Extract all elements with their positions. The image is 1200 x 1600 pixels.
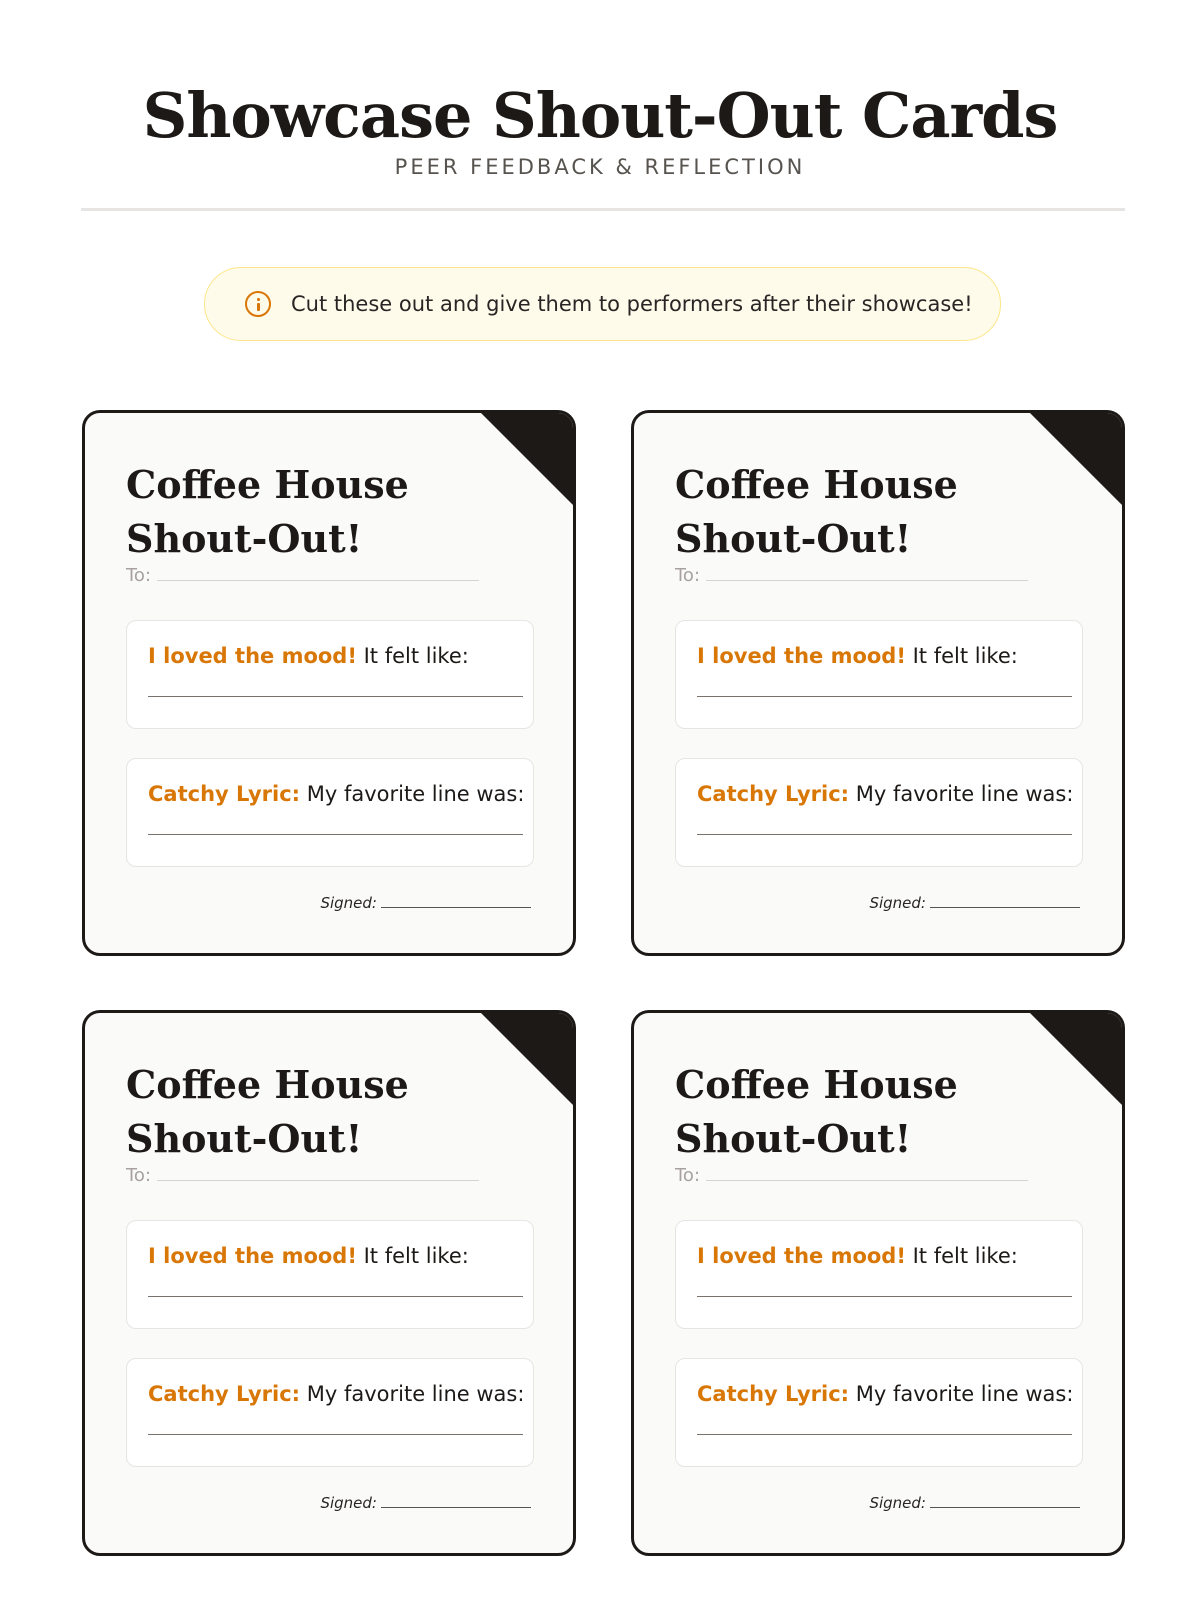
- recipient-label: To:: [675, 1165, 701, 1186]
- recipient-line: [675, 565, 1028, 586]
- recipient-label: To:: [126, 1165, 152, 1186]
- header-divider: [81, 208, 1125, 211]
- recipient-blank: [706, 1169, 1028, 1181]
- shout-out-card: [631, 1010, 1125, 1556]
- page-subtitle: PEER FEEDBACK & REFLECTION: [394, 155, 806, 179]
- shout-out-card: [82, 410, 576, 956]
- card-title: Coffee House Shout-Out!: [126, 462, 409, 561]
- lyric-prompt-box: [126, 1358, 534, 1467]
- mood-answer-blank: [697, 1296, 1072, 1297]
- signature-blank: [930, 898, 1080, 908]
- signature-label: Signed:: [320, 1494, 377, 1512]
- recipient-line: [126, 565, 479, 586]
- signature-blank: [381, 1498, 531, 1508]
- signature-line: [320, 894, 531, 912]
- signature-blank: [381, 898, 531, 908]
- recipient-line: [126, 1165, 479, 1186]
- mood-prompt-box: [675, 1220, 1083, 1329]
- signature-label: Signed:: [869, 1494, 926, 1512]
- signature-blank: [930, 1498, 1080, 1508]
- recipient-line: [675, 1165, 1028, 1186]
- lyric-prompt-highlight: Catchy Lyric:: [697, 782, 850, 806]
- mood-prompt-highlight: I loved the mood!: [697, 1244, 906, 1268]
- mood-answer-blank: [148, 1296, 523, 1297]
- signature-line: [869, 1494, 1080, 1512]
- info-icon: [245, 291, 271, 317]
- lyric-answer-blank: [697, 834, 1072, 835]
- mood-prompt-text: It felt like:: [356, 644, 469, 668]
- shout-out-card: [82, 1010, 576, 1556]
- lyric-prompt-box: [675, 758, 1083, 867]
- recipient-blank: [157, 569, 479, 581]
- recipient-label: To:: [126, 565, 152, 586]
- lyric-prompt-highlight: Catchy Lyric:: [148, 782, 301, 806]
- mood-prompt-text: It felt like:: [905, 1244, 1018, 1268]
- lyric-prompt-highlight: Catchy Lyric:: [697, 1382, 850, 1406]
- mood-prompt-box: [126, 1220, 534, 1329]
- page-title: Showcase Shout-Out Cards: [142, 79, 1058, 152]
- shout-out-card: [631, 410, 1125, 956]
- mood-prompt-box: [126, 620, 534, 729]
- lyric-answer-blank: [148, 834, 523, 835]
- signature-label: Signed:: [320, 894, 377, 912]
- card-title: Coffee House Shout-Out!: [675, 462, 958, 561]
- recipient-blank: [157, 1169, 479, 1181]
- instruction-text: Cut these out and give them to performers after their showcase!: [291, 292, 973, 316]
- lyric-prompt-text: My favorite line was:: [849, 1382, 1074, 1406]
- mood-prompt-text: It felt like:: [905, 644, 1018, 668]
- page-header: [0, 80, 1200, 180]
- lyric-prompt-box: [126, 758, 534, 867]
- lyric-prompt-text: My favorite line was:: [300, 1382, 525, 1406]
- recipient-blank: [706, 569, 1028, 581]
- mood-prompt-box: [675, 620, 1083, 729]
- mood-prompt-highlight: I loved the mood!: [148, 1244, 357, 1268]
- card-title: Coffee House Shout-Out!: [675, 1062, 958, 1161]
- mood-prompt-text: It felt like:: [356, 1244, 469, 1268]
- lyric-prompt-text: My favorite line was:: [300, 782, 525, 806]
- mood-answer-blank: [148, 696, 523, 697]
- lyric-answer-blank: [697, 1434, 1072, 1435]
- mood-answer-blank: [697, 696, 1072, 697]
- signature-line: [320, 1494, 531, 1512]
- signature-label: Signed:: [869, 894, 926, 912]
- mood-prompt-highlight: I loved the mood!: [697, 644, 906, 668]
- lyric-prompt-text: My favorite line was:: [849, 782, 1074, 806]
- lyric-answer-blank: [148, 1434, 523, 1435]
- card-title: Coffee House Shout-Out!: [126, 1062, 409, 1161]
- lyric-prompt-box: [675, 1358, 1083, 1467]
- recipient-label: To:: [675, 565, 701, 586]
- mood-prompt-highlight: I loved the mood!: [148, 644, 357, 668]
- signature-line: [869, 894, 1080, 912]
- lyric-prompt-highlight: Catchy Lyric:: [148, 1382, 301, 1406]
- instruction-banner: [204, 267, 1001, 341]
